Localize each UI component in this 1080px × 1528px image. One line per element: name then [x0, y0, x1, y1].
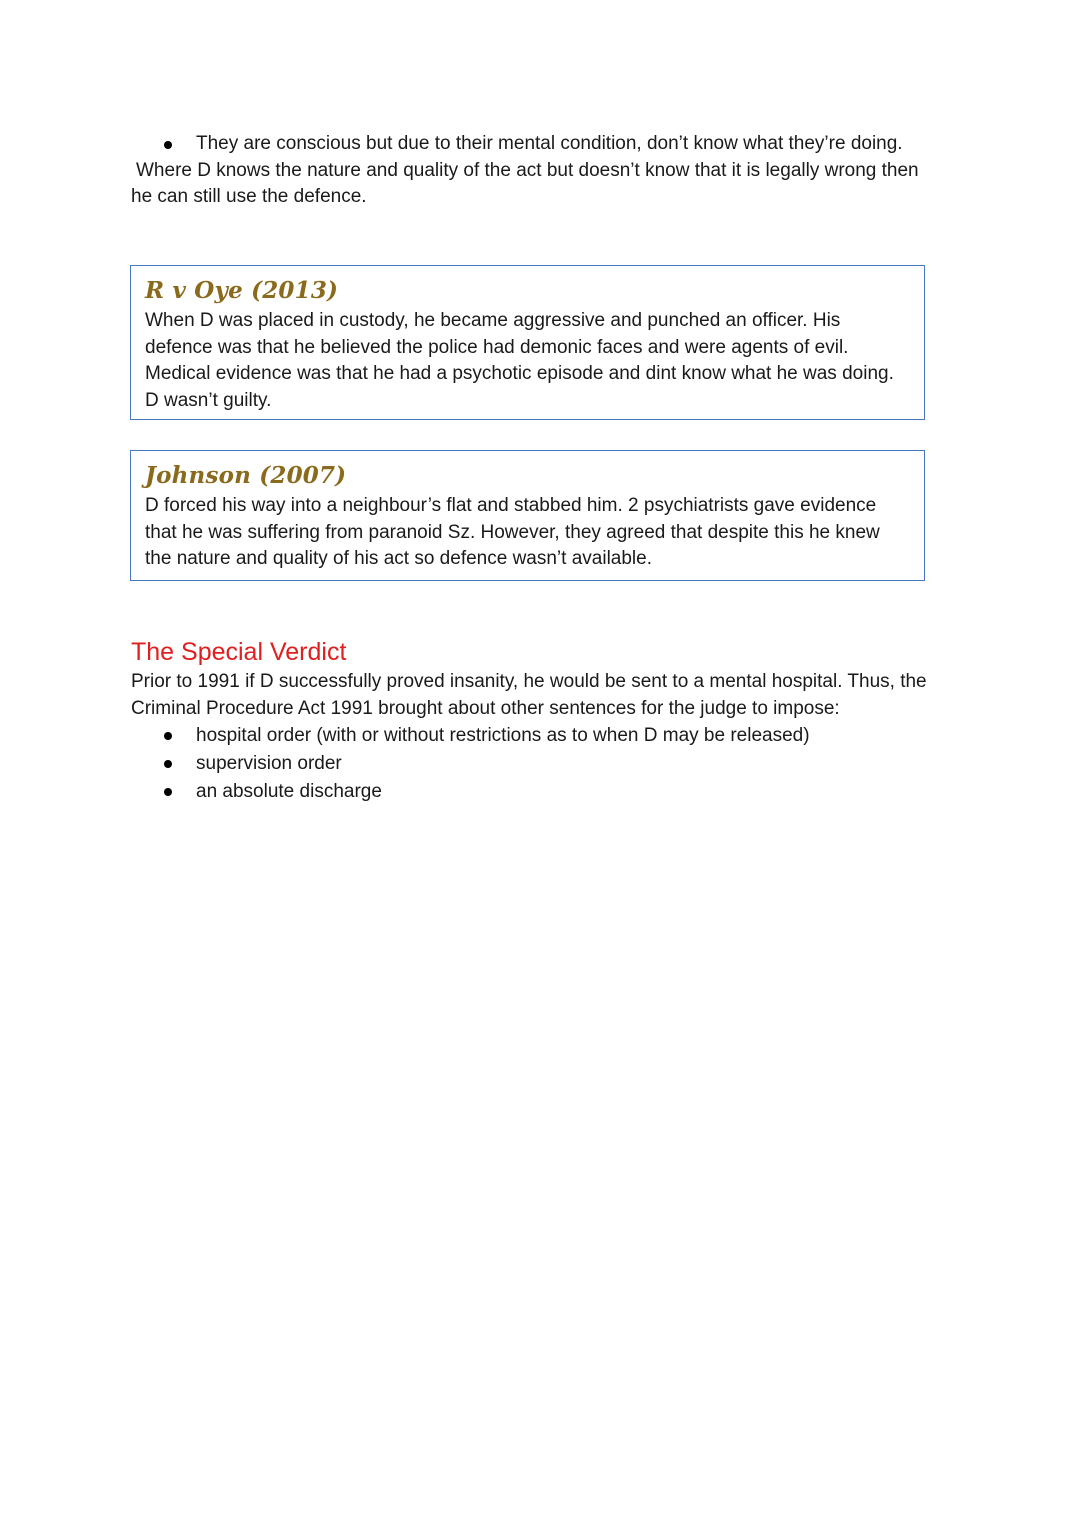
case-body: When D was placed in custody, he became aggressive and punched an officer. His defence was that he believed the police had demonic faces and were agents of evil. Medical evidence was that he had a psychotic episode and dint know what he was doing. D wasn’t guilty. [145, 310, 894, 411]
special-verdict-section [131, 636, 951, 806]
list-item-text: an absolute discharge [196, 781, 382, 802]
bullet-icon [131, 131, 196, 158]
list-item [131, 778, 951, 806]
list-item [131, 131, 931, 158]
bullet-icon [131, 750, 196, 777]
case-title: Johnson (2007) [145, 462, 347, 489]
list-item-text: supervision order [196, 753, 342, 774]
bullet-icon [131, 778, 196, 805]
intro-paragraph: Where D knows the nature and quality of the act but doesn’t know that it is legally wrong then he can still use the defence. [131, 159, 919, 207]
list-item [131, 750, 951, 778]
case-box-r-v-oye [130, 265, 925, 420]
list-item-text: hospital order (with or without restrictions as to when D may be released) [196, 725, 810, 746]
case-body: D forced his way into a neighbour’s flat and stabbed him. 2 psychiatrists gave evidence that he was suffering from paranoid Sz. However, they agreed that despite this he knew the nature and quality of his act so defence wasn’t available. [145, 495, 880, 569]
bullet-icon [131, 722, 196, 749]
case-box-johnson [130, 450, 925, 581]
intro-block [131, 131, 931, 211]
bullet-text: They are conscious but due to their mental condition, don’t know what they’re doing. [196, 133, 903, 154]
sentence-list [131, 722, 951, 806]
case-title: R v Oye (2013) [145, 277, 339, 304]
section-paragraph: Prior to 1991 if D successfully proved insanity, he would be sent to a mental hospital. Thus, the Criminal Procedure Act 1991 brought about other sentences for the judge to impose: [131, 671, 927, 719]
list-item [131, 722, 951, 750]
section-heading: The Special Verdict [131, 638, 347, 666]
